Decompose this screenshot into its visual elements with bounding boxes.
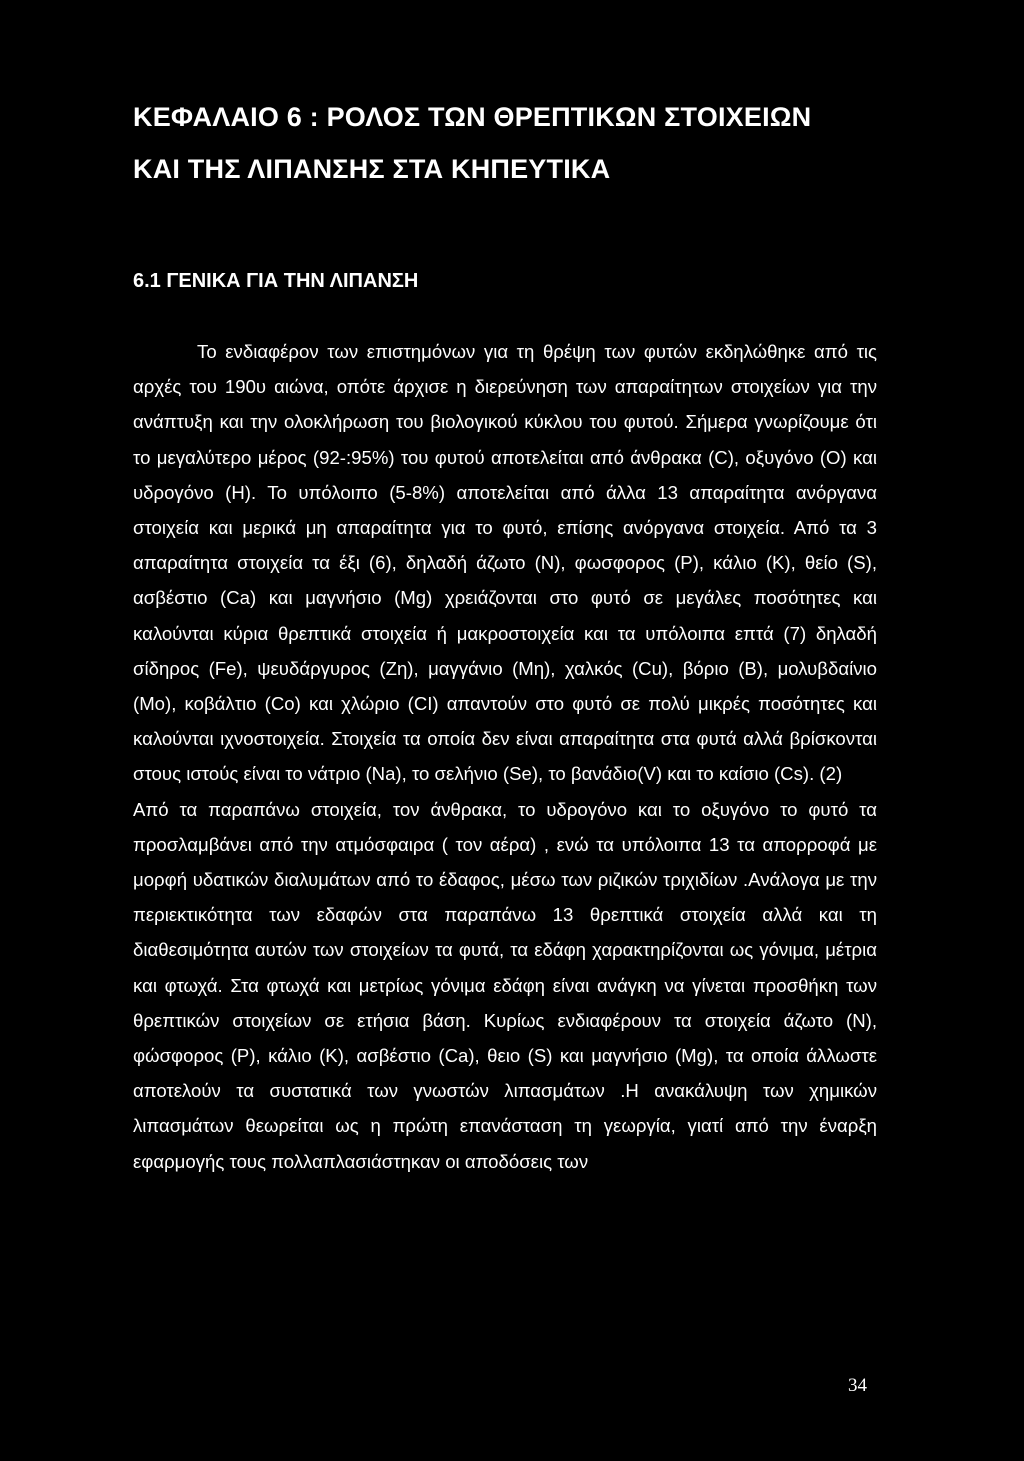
chapter-title <box>133 91 893 195</box>
body-text <box>133 334 877 1179</box>
paragraph-2: Από τα παραπάνω στοιχεία, τον άνθρακα, το υδρογόνο και το οξυγόνο το φυτό τα προσλαμβάνει από την ατμόσφαιρα ( τον αέρα) , ενώ τα υπόλοιπα 13 τα απορροφά με μορφή υδατικών διαλυμάτων από το έδαφος, μέσω των ριζικών τριχιδίων .Ανάλογα με την περιεκτικότητα των εδαφών στα παραπάνω 13 θρεπτικά στοιχεία αλλά και τη διαθεσιμότητα αυτών των στοιχείων τα φυτά, τα εδάφη χαρακτηρίζονται ως γόνιμα, μέτρια και φτωχά. Στα φτωχά και μετρίως γόνιμα εδάφη είναι ανάγκη να γίνεται προσθήκη των θρεπτικών στοιχείων σε ετήσια βάση. Κυρίως ενδιαφέρουν τα στοιχεία άζωτο (Ν), φώσφορος (Ρ), κάλιο (Κ), ασβέστιο (Ca), θειο (S) και μαγνήσιο (Mg), τα οποία άλλωστε αποτελούν τα συστατικά των γνωστών λιπασμάτων .Η ανακάλυψη των χημικών λιπασμάτων θεωρείται ως η πρώτη επανάσταση τη γεωργία, γιατί από την έναρξη εφαρμογής τους πολλαπλασιάστηκαν οι αποδόσεις των <box>133 798 877 1172</box>
chapter-title-line2: ΚΑΙ ΤΗΣ ΛΙΠΑΝΣΗΣ ΣΤΑ ΚΗΠΕΥΤΙΚΑ <box>133 154 611 184</box>
paragraph-1: Το ενδιαφέρον των επιστημόνων για τη θρέψη των φυτών εκδηλώθηκε από τις αρχές του 190υ αιώνα, οπότε άρχισε η διερεύνηση των απαραίτητων στοιχείων για την ανάπτυξη και την ολοκλήρωση του βιολογικού κύκλου του φυτού. Σήμερα γνωρίζουμε ότι το μεγαλύτερο μέρος (92-:95%) του φυτού αποτελείται από άνθρακα (C), οξυγόνο (Ο) και υδρογόνο (Η). Το υπόλοιπο (5-8%) αποτελείται από άλλα 13 απαραίτητα ανόργανα στοιχεία και μερικά μη απαραίτητα για το φυτό, επίσης ανόργανα στοιχεία. Από τα 3 απαραίτητα στοιχεία τα έξι (6), δηλαδή άζωτο (Ν), φωσφορος (Ρ), κάλιο (Κ), θείο (S), ασβέστιο (Ca) και μαγνήσιο (Mg) χρειάζονται στο φυτό σε μεγάλες ποσότητες και καλούνται κύρια θρεπτικά στοιχεία ή μακροστοιχεία και τα υπόλοιπα επτά (7) δηλαδή σίδηρος (Fe), ψευδάργυρος (Ζη), μαγγάνιο (Μη), χαλκός (Cu), βόριο (Β), μολυβδαίνιο (Mo), κοβάλτιο (Co) και χλώριο (CI) απαντούν στο φυτό σε πολύ μικρές ποσότητες και καλούνται ιχνοστοιχεία. Στοιχεία τα οποία δεν είναι απαραίτητα στα φυτά αλλά βρίσκονται στους ιστούς είναι το νάτριο (Na), το σελήνιο (Se), το βανάδιο(V) και το καίσιο (Cs). (2) <box>133 341 877 785</box>
chapter-title-line1: ΚΕΦΑΛΑΙΟ 6 : ΡΟΛΟΣ ΤΩΝ ΘΡΕΠΤΙΚΩΝ ΣΤΟΙΧΕΙΩΝ <box>133 102 812 132</box>
section-heading: 6.1 ΓΕΝΙΚΑ ΓΙΑ ΤΗΝ ΛΙΠΑΝΣΗ <box>133 270 419 292</box>
page-number: 34 <box>848 1375 867 1396</box>
